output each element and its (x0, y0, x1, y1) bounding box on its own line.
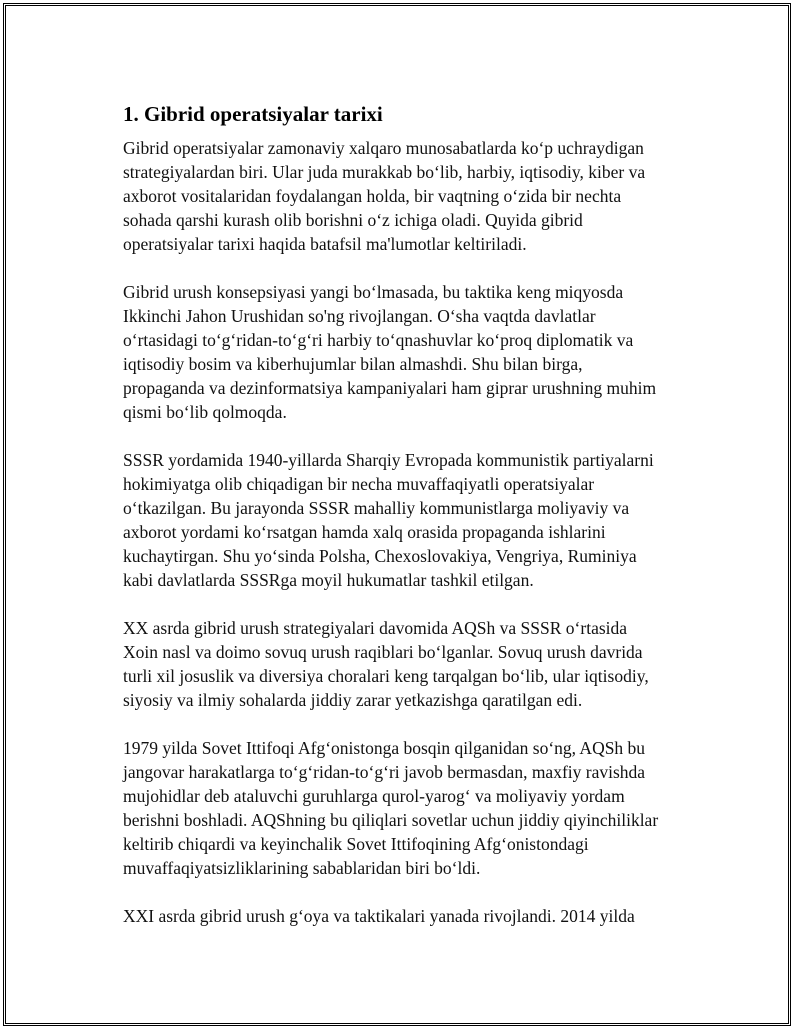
text-line: SSSR yordamida 1940-yillarda Sharqiy Evropada kommunistik partiyalarni (123, 450, 654, 470)
text-line: axborot vositalaridan foydalangan holda, bir vaqtning o‘zida bir nechta (123, 186, 622, 206)
text-line: XX asrda gibrid urush strategiyalari davomida AQSh va SSSR o‘rtasida (123, 618, 628, 638)
text-line: axborot yordami ko‘rsatgan hamda xalq orasida propaganda ishlarini (123, 522, 606, 542)
text-line: jangovar harakatlarga to‘g‘ridan-to‘g‘ri javob bermasdan, maxfiy ravishda (123, 762, 646, 782)
text-line: operatsiyalar tarixi haqida batafsil ma'lumotlar keltiriladi. (123, 234, 527, 254)
text-line: strategiyalardan biri. Ular juda murakkab bo‘lib, harbiy, iqtisodiy, kiber va (123, 162, 646, 182)
text-line: mujohidlar deb ataluvchi guruhlarga qurol-yarog‘ va moliyaviy yordam (123, 786, 625, 806)
text-line: kuchaytirgan. Shu yo‘sinda Polsha, Chexoslovakiya, Vengriya, Ruminiya (123, 546, 637, 566)
text-line: propaganda va dezinformatsiya kampaniyalari ham giprar urushning muhim (123, 378, 657, 398)
paragraph-6 (123, 904, 693, 928)
text-line: hokimiyatga olib chiqadigan bir necha muvaffaqiyatli operatsiyalar (123, 474, 595, 494)
text-line: Gibrid operatsiyalar zamonaviy xalqaro munosabatlarda ko‘p uchraydigan (123, 138, 644, 158)
paragraph-4 (123, 616, 693, 712)
text-line: siyosiy va ilmiy sohalarda jiddiy zarar yetkazishga qaratilgan edi. (123, 690, 583, 710)
text-line: muvaffaqiyatsizliklarining sabablaridan biri bo‘ldi. (123, 858, 481, 878)
text-line: o‘rtasidagi to‘g‘ridan-to‘g‘ri harbiy to‘qnashuvlar ko‘proq diplomatik va (123, 330, 634, 350)
document-body (123, 100, 693, 952)
paragraph-5 (123, 736, 693, 880)
text-line: Gibrid urush konsepsiyasi yangi bo‘lmasada, bu taktika keng miqyosda (123, 282, 624, 302)
text-line: 1979 yilda Sovet Ittifoqi Afg‘onistonga bosqin qilganidan so‘ng, AQSh bu (123, 738, 646, 758)
text-line: berishni boshladi. AQShning bu qiliqlari sovetlar uchun jiddiy qiyinchiliklar (123, 810, 659, 830)
text-line: Ikkinchi Jahon Urushidan so'ng rivojlangan. O‘sha vaqtda davlatlar (123, 306, 596, 326)
text-line: qismi bo‘lib qolmoqda. (123, 402, 287, 422)
page-frame (3, 3, 791, 1026)
paragraph-2 (123, 280, 693, 424)
text-line: Xoin nasl va doimo sovuq urush raqiblari bo‘lganlar. Sovuq urush davrida (123, 642, 643, 662)
text-line: o‘tkazilgan. Bu jarayonda SSSR mahalliy kommunistlarga moliyaviy va (123, 498, 630, 518)
text-line: XXI asrda gibrid urush g‘oya va taktikalari yanada rivojlandi. 2014 yilda (123, 906, 635, 926)
paragraph-3 (123, 448, 693, 592)
section-heading: 1. Gibrid operatsiyalar tarixi (123, 102, 383, 126)
text-line: kabi davlatlarda SSSRga moyil hukumatlar tashkil etilgan. (123, 570, 534, 590)
text-line: turli xil josuslik va diversiya choralari keng tarqalgan bo‘lib, ular iqtisodiy, (123, 666, 649, 686)
text-line: keltirib chiqardi va keyinchalik Sovet Ittifoqining Afg‘onistondagi (123, 834, 589, 854)
text-line: sohada qarshi kurash olib borishni o‘z ichiga oladi. Quyida gibrid (123, 210, 583, 230)
paragraph-1 (123, 136, 693, 256)
text-line: iqtisodiy bosim va kiberhujumlar bilan almashdi. Shu bilan birga, (123, 354, 583, 374)
